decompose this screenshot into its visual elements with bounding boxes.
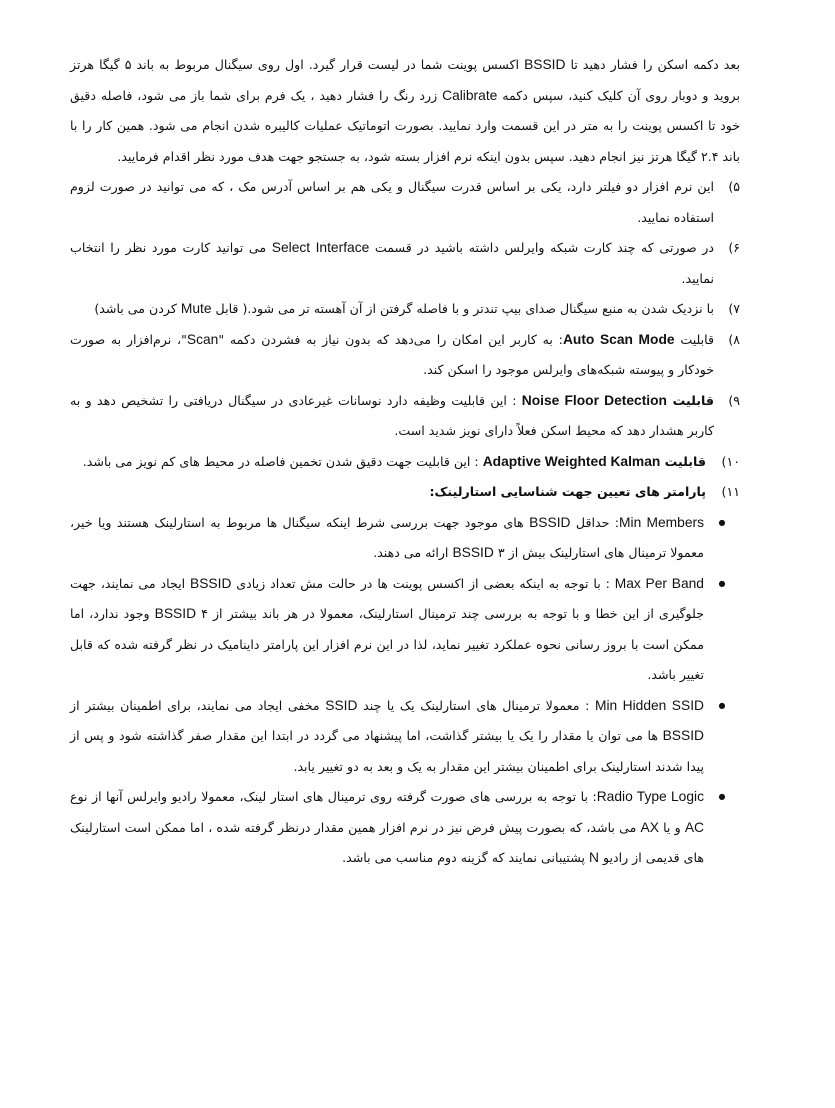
bullet-text [70, 569, 704, 691]
bullet-text-part: پشتیبانی نمایند که گزینه دوم مناسب می باشد. [342, 850, 589, 865]
ac-term: AC [684, 819, 704, 835]
item-number: ۱۱) [721, 484, 740, 499]
item-text-part: : به کاربر این امکان را می‌دهد که بدون نیاز به فشردن دکمه " [218, 331, 563, 347]
item-text-part: با نزدیک شدن به منبع سیگنال صدای بیپ تندتر و با فاصله گرفتن از آن آهسته تر می شود.( قابل [211, 301, 714, 316]
list-item-9 [70, 386, 740, 447]
list-item-10 [70, 447, 740, 478]
list-item-6 [70, 233, 740, 294]
auto-scan-mode-term: Auto Scan Mode [562, 331, 675, 347]
bullet-text [70, 508, 704, 569]
bullet-text-part: : با توجه به بررسی های صورت گرفته روی ترمینال های استار لینک، معمولا رادیو وایرلس آنها از نوع [70, 789, 597, 804]
list-item-5 [70, 172, 740, 233]
bssid-term: BSSID [452, 545, 494, 560]
item-text-part: : این قابلیت وظیفه دارد نوسانات غیرعادی در سیگنال دریافتی را تشخیص دهد و به کاربر هشدار دهد که محیط اسکن فعلاً دارای نویز شدید است. [70, 392, 714, 438]
calibrate-term: Calibrate [442, 87, 498, 103]
item-text-part: : این قابلیت جهت دقیق شدن تخمین فاصله در محیط های کم نویز می باشد. [82, 453, 483, 469]
item-text-part: در صورتی که چند کارت شبکه وایرلس داشته باشید در قسمت [369, 240, 714, 255]
section-heading: پارامتر های تعیین جهت شناسایی استارلینک: [429, 484, 706, 499]
item-number: ۸) [728, 331, 740, 347]
bullet-icon: ● [718, 517, 726, 527]
adaptive-weighted-kalman-term: Adaptive Weighted Kalman [482, 453, 661, 469]
scan-term: Scan [186, 331, 219, 347]
item-text [70, 233, 714, 294]
bullet-text-part: : با توجه به اینکه بعضی از اکسس پوینت ها در حالت مش تعداد زیادی [231, 575, 615, 591]
mute-term: Mute [180, 301, 212, 316]
intro-text-1: بعد دکمه اسکن را فشار دهید تا [565, 57, 741, 72]
bullet-text-part: وجود ندارد، اما ممکن است با بروز رسانی نحوه عملکرد تغییر نماید، لذا در این نرم افزار این پارامتر داینامیک در نظر گرفته شده که قابل تغییر باشد. [70, 606, 704, 682]
bullet-text-part: : حداقل [570, 514, 620, 530]
bullet-text [70, 691, 704, 783]
bssid-term: BSSID [190, 575, 232, 591]
item-text-part: "، نرم‌افزار به صورت خودکار و پیوسته شبکه‌های وایرلس موجود را اسکن کند. [70, 331, 714, 377]
ax-term: AX [640, 819, 659, 835]
item-text-part: قابلیت [660, 453, 706, 469]
list-item-8 [70, 325, 740, 386]
list-item [70, 569, 740, 691]
bullet-text-part: ارائه می دهند. [373, 545, 453, 560]
parameter-name: Min Members [619, 514, 704, 530]
bullet-text-part: : معمولا ترمینال های استارلینک یک یا چند [357, 697, 595, 713]
item-text [70, 447, 706, 478]
document-page [70, 50, 740, 874]
bullet-icon: ● [718, 792, 726, 801]
item-number: ۱۰) [721, 453, 740, 469]
bssid-term: BSSID [662, 728, 704, 743]
parameter-list [70, 508, 740, 874]
item-text [70, 325, 714, 386]
bullet-icon: ● [718, 578, 726, 588]
bssid-term: BSSID [524, 57, 566, 72]
item-number: ۷) [728, 301, 740, 316]
intro-text-3: زرد رنگ را فشار دهید ، یک فرم برای شما باز می شود، فاصله دقیق خود تا اکسس پوینت را به متر در این قسمت وارد نمایید. بصورت اتوماتیک عملیات کالیبره شدن انجام می شود. همین کار را با باند ۲.۴ گیگا هرتز نیز انجام دهید. سپس بدون اینکه نرم افزار بسته شود، به جستجو جهت هدف مورد نظر اقدام فرمایید. [70, 87, 740, 164]
item-text [70, 294, 714, 325]
select-interface-term: Select Interface [271, 240, 370, 255]
list-item [70, 508, 740, 569]
bullet-text-part: های موجود جهت بررسی شرط اینکه سیگنال ها مربوط به استارلینک هستند ویا خیر، معمولا ترمینال های استارلینک بیش از ۳ [70, 514, 704, 560]
bullet-text-part: ایجاد می نمایند، جهت جلوگیری از این خطا و با توجه به بررسی چند ترمینال استارلینک، معمولا در هر باند بیشتر از ۴ [70, 575, 704, 621]
noise-floor-detection-term: Noise Floor Detection [521, 392, 667, 408]
bullet-text-part: و یا [658, 819, 685, 835]
bullet-text-part: ها می توان یا مقدار را یک یا بیشتر گذاشت، اما پیشنهاد می گردد در ابتدا این مقدار صفر گذاشته شود و پس از پیدا شدند استارلینک برای اطمینان بیشتر این مقدار به یک و بعد به دو تغییر یابد. [70, 728, 704, 774]
bullet-text [70, 782, 704, 874]
ssid-term: SSID [325, 697, 358, 713]
parameter-name: Radio Type Logic [596, 789, 704, 804]
intro-text-2: اکسس پوینت شما در لیست قرار گیرد. اول روی سیگنال مربوط به باند ۵ گیگا هرتز بروید و دوبار روی آن کلیک کنید، سپس دکمه [70, 57, 740, 103]
item-text [70, 386, 714, 447]
parameter-name: Min Hidden SSID [594, 697, 704, 713]
bssid-term: BSSID [154, 606, 197, 621]
list-item [70, 691, 740, 783]
item-text: این نرم افزار دو فیلتر دارد، یکی بر اساس قدرت سیگنال و یکی هم بر اساس آدرس مک ، که می توانید در صورت لزوم استفاده نمایید. [70, 179, 714, 225]
item-text-part: قابلیت [666, 392, 714, 408]
parameter-name: Max Per Band [614, 575, 704, 591]
item-text-part: می توانید کارت مورد نظر را انتخاب نمایید. [70, 240, 714, 286]
list-item-11 [70, 477, 740, 508]
item-text-part: کردن می باشد) [94, 301, 181, 316]
bullet-text-part: مخفی ایجاد می نمایند، برای اطمینان بیشتر از [70, 697, 326, 713]
item-number: ۶) [728, 240, 740, 255]
bullet-text-part: می باشد، که بصورت پیش فرض نیز در نرم افزار همین مقدار درنظر گرفته شده ، اما ممکن است استارلینک های قدیمی از رادیو [70, 819, 704, 865]
bullet-icon: ● [718, 700, 726, 710]
bssid-term: BSSID [529, 514, 571, 530]
item-number: ۹) [728, 392, 740, 408]
item-number: ۵) [728, 179, 740, 194]
intro-paragraph [70, 50, 740, 172]
list-item [70, 782, 740, 874]
list-item-7 [70, 294, 740, 325]
item-text-part: قابلیت [674, 331, 715, 347]
n-term: N [588, 850, 599, 865]
